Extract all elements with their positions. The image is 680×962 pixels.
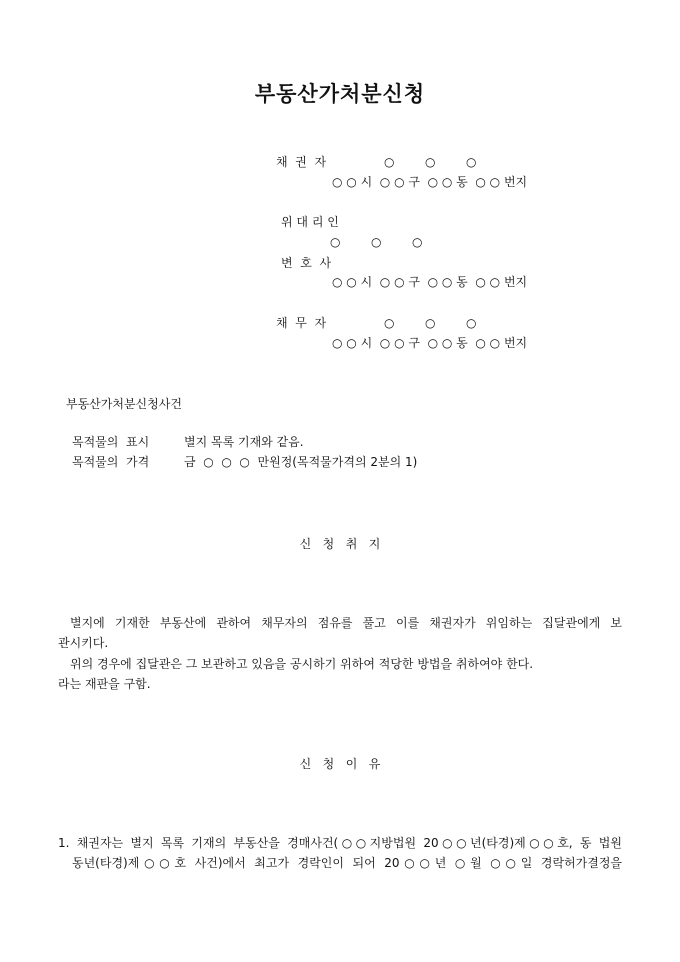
reason-heading: 신 청 이 유 — [299, 757, 381, 771]
case-title: 부동산가처분신청사건 — [66, 397, 182, 411]
lawyer-address: ○ ○ 시 ○ ○ 구 ○ ○ 동 ○ ○ 번지 — [332, 275, 528, 289]
object-display-value: 별지 목록 기재와 같음. — [184, 435, 304, 449]
lawyer-label: 변 호 사 — [281, 256, 332, 270]
purpose-line-4: 라는 재판을 구함. — [58, 677, 151, 691]
document-title: 부동산가처분신청 — [254, 81, 426, 106]
purpose-heading: 신 청 취 지 — [299, 537, 381, 551]
debtor-address: ○ ○ 시 ○ ○ 구 ○ ○ 동 ○ ○ 번지 — [332, 336, 528, 350]
object-display-label: 목적물의 표시 — [72, 435, 150, 449]
debtor-name: ○ ○ ○ — [384, 316, 477, 330]
object-price-value: 금 ○ ○ ○ 만원정(목적물가격의 2분의 1) — [184, 455, 418, 469]
reason-line-1: 1. 채권자는 별지 목록 기재의 부동산을 경매사건(○○지방법원 20○○년(타경)제○○호, 동 법원 — [58, 836, 622, 850]
reason-line-2: 동년(타경)제○○호 사건)에서 최고가 경락인이 되어 20○○년 ○월 ○○일 경락허가결정을 — [72, 856, 622, 870]
debtor-label: 채 무 자 — [276, 316, 327, 330]
purpose-line-1: 별지에 기재한 부동산에 관하여 채무자의 점유를 풀고 이를 채권자가 위임하는 집달관에게 보 — [70, 616, 622, 630]
agent-name: ○ ○ ○ — [330, 235, 423, 249]
creditor-address: ○ ○ 시 ○ ○ 구 ○ ○ 동 ○ ○ 번지 — [332, 175, 528, 189]
creditor-label: 채 권 자 — [276, 155, 327, 169]
purpose-line-3: 위의 경우에 집달관은 그 보관하고 있음을 공시하기 위하여 적당한 방법을 취하여야 한다. — [70, 657, 534, 671]
purpose-line-2: 관시키다. — [58, 636, 109, 650]
agent-label: 위 대 리 인 — [281, 215, 339, 229]
creditor-name: ○ ○ ○ — [384, 155, 477, 169]
object-price-label: 목적물의 가격 — [72, 455, 150, 469]
